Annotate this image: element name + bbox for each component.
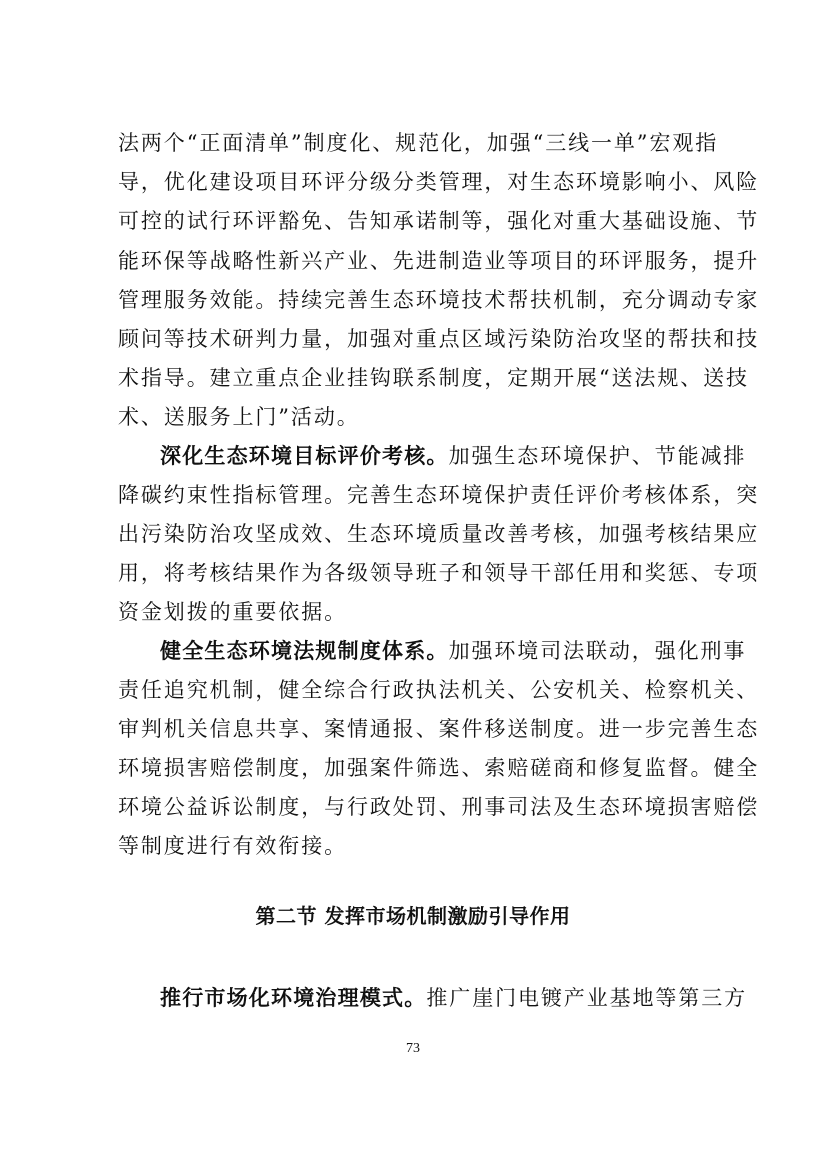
paragraph-first-line xyxy=(160,986,748,1010)
body-text: 加强生态环境保护、节能减排 xyxy=(448,444,747,468)
paragraph-first-line xyxy=(160,639,747,663)
body-text-line: 审判机关信息共享、案情通报、案件移送制度。进一步完善生态 xyxy=(118,717,760,741)
body-text-line: 降碳约束性指标管理。完善生态环境保护责任评价考核体系，突 xyxy=(118,483,760,507)
paragraph-lead-heading: 推行市场化环境治理模式。 xyxy=(160,986,427,1010)
body-text-line: 法两个“正面清单”制度化、规范化，加强“三线一单”宏观指 xyxy=(118,131,719,155)
body-text-line: 术指导。建立重点企业挂钩联系制度，定期开展“送法规、送技 xyxy=(118,366,749,390)
body-text-line: 能环保等战略性新兴产业、先进制造业等项目的环评服务，提升 xyxy=(118,249,760,273)
body-text: 推广崖门电镀产业基地等第三方 xyxy=(426,986,748,1010)
body-text-line: 可控的试行环评豁免、告知承诺制等，强化对重大基础设施、节 xyxy=(118,209,760,233)
paragraph-lead-heading: 深化生态环境目标评价考核。 xyxy=(160,444,449,468)
body-text: 加强环境司法联动，强化刑事 xyxy=(448,639,747,663)
body-text-line: 环境损害赔偿制度，加强案件筛选、索赔磋商和修复监督。健全 xyxy=(118,756,760,780)
body-text-line: 术、送服务上门”活动。 xyxy=(118,405,360,429)
body-text-line: 责任追究机制，健全综合行政执法机关、公安机关、检察机关、 xyxy=(118,678,760,702)
body-text-line: 导，优化建设项目环评分级分类管理，对生态环境影响小、风险 xyxy=(118,170,760,194)
body-text-line: 出污染防治攻坚成效、生态环境质量改善考核，加强考核结果应 xyxy=(118,522,760,546)
body-text-line: 顾问等技术研判力量，加强对重点区域污染防治攻坚的帮扶和技 xyxy=(118,327,760,351)
body-text-line: 管理服务效能。持续完善生态环境技术帮扶机制，充分调动专家 xyxy=(118,288,760,312)
paragraph-first-line xyxy=(160,444,747,468)
body-text-line: 等制度进行有效衔接。 xyxy=(118,834,347,858)
body-text-line: 资金划拨的重要依据。 xyxy=(118,600,347,624)
body-text-line: 环境公益诉讼制度，与行政处罚、刑事司法及生态环境损害赔偿 xyxy=(118,795,760,819)
section-heading: 第二节 发挥市场机制激励引导作用 xyxy=(255,904,571,928)
body-text-line: 用，将考核结果作为各级领导班子和领导干部任用和奖惩、专项 xyxy=(118,561,760,585)
page-number: 73 xyxy=(406,1041,420,1056)
paragraph-lead-heading: 健全生态环境法规制度体系。 xyxy=(160,639,449,663)
